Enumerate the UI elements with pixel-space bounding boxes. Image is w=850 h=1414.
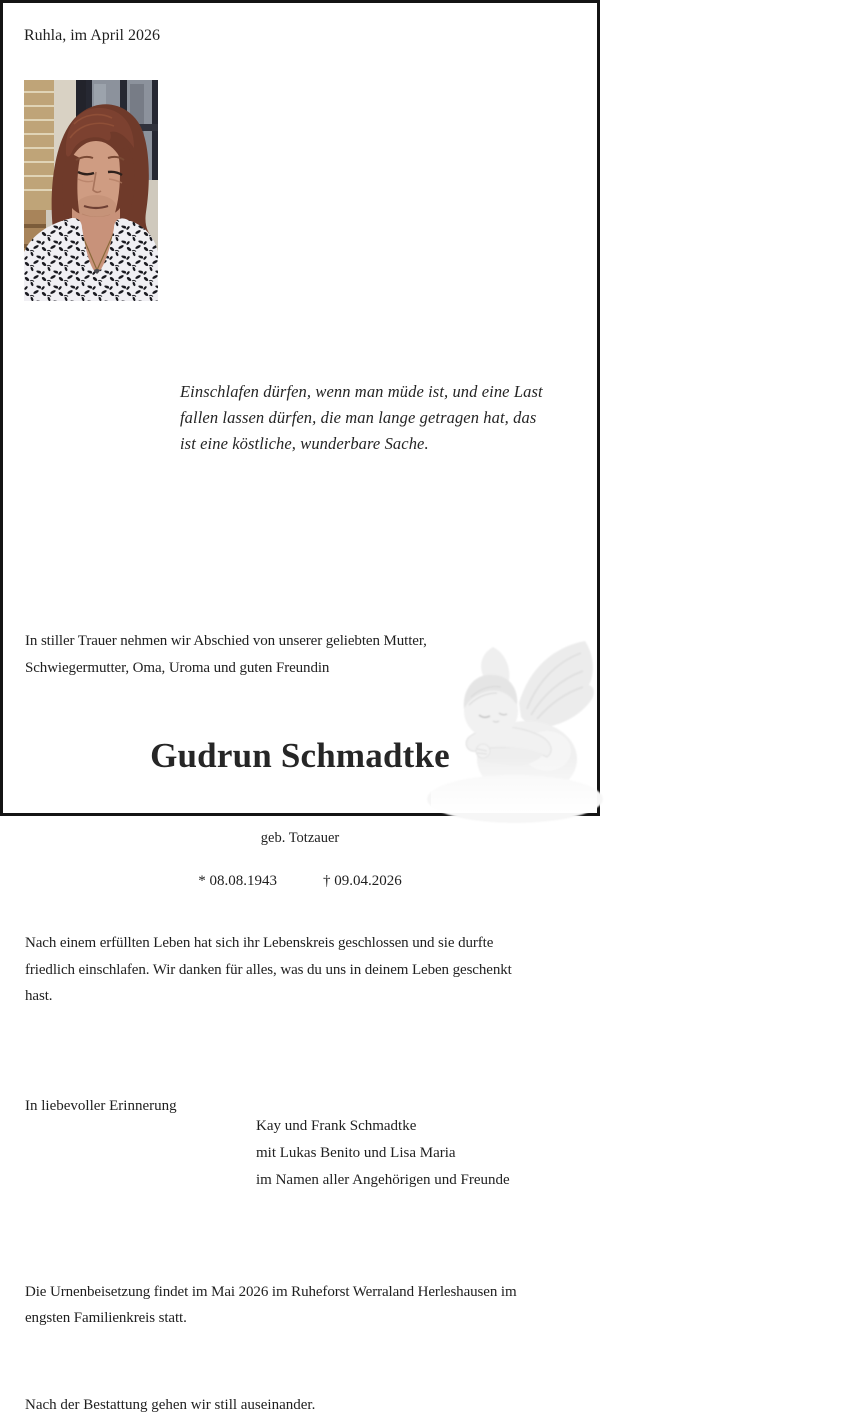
life-line: Nach einem erfüllten Leben hat sich ihr Lebenskreis geschlossen und sie durfte [25,935,494,951]
closing-line: Nach der Bestattung gehen wir still auseinander. [25,1396,316,1413]
deceased-name: Gudrun Schmadtke [150,736,450,775]
birth-date: * 08.08.1943 [198,873,277,889]
life-line: hast. [25,988,53,1004]
mourner-line: Kay und Frank Schmadtke [256,1117,417,1134]
quote-line: ist eine köstliche, wunderbare Sache. [180,434,429,453]
portrait-photo [24,80,158,301]
quote-line: Einschlafen dürfen, wenn man müde ist, und eine Last [180,382,543,401]
maiden-name: geb. Totzauer [260,830,340,846]
memory-label: In liebevoller Erinnerung [25,1097,177,1114]
quote-line: fallen lassen dürfen, die man lange getragen hat, das [180,408,537,427]
dateline: Ruhla, im April 2026 [24,27,160,44]
mourners-list [256,1113,850,1194]
life-line: friedlich einschlafen. Wir danken für alles, was du uns in deinem Leben geschenkt [25,961,512,978]
intro-paragraph [25,628,619,681]
death-date: † 09.04.2026 [323,873,402,889]
burial-paragraph [25,1279,619,1332]
mourner-line: im Namen aller Angehörigen und Freunde [256,1171,510,1188]
burial-line: engsten Familienkreis statt. [25,1310,187,1326]
intro-line: Schwiegermutter, Oma, Uroma und guten Freundin [25,659,330,676]
mourner-line: mit Lukas Benito und Lisa Maria [256,1144,456,1161]
burial-line: Die Urnenbeisetzung findet im Mai 2026 im Ruheforst Werraland Herleshausen im [25,1283,517,1300]
life-dates [3,873,597,890]
life-paragraph [25,930,619,1010]
intro-line: In stiller Trauer nehmen wir Abschied von unserer geliebten Mutter, [25,633,427,649]
memorial-quote [180,379,774,457]
